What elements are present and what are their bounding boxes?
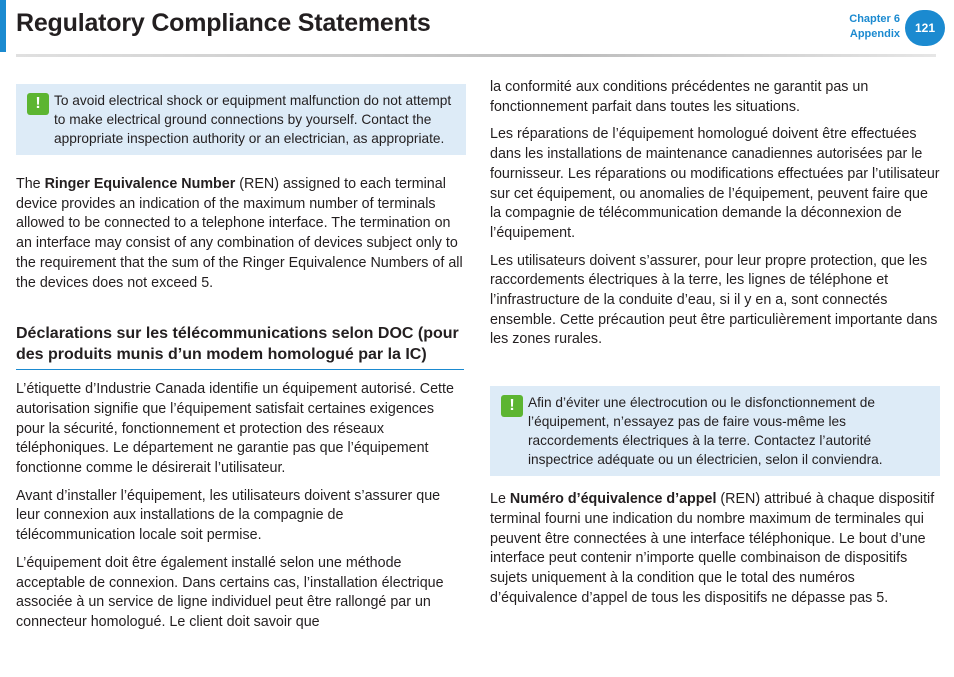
paragraph: L’équipement doit être également installé selon une méthode acceptable de connexion. Dans certains cas, l’installation électrique associée à un service de ligne individuel peut être rallongé par un connecteur homologué. Le client doit savoir que bbox=[16, 554, 444, 630]
chapter-name: Appendix bbox=[849, 28, 900, 40]
paragraph: Avant d’installer l’équipement, les utilisateurs doivent s’assurer que leur connexion aux installations de la compagnie de télécommunication locale soit permise. bbox=[16, 487, 441, 544]
caution-note bbox=[16, 84, 466, 155]
ren-term: Numéro d’équivalence d’appel bbox=[509, 491, 717, 508]
paragraph: la conformité aux conditions précédentes ne garantit pas un fonctionnement parfait dans toutes les situations. bbox=[490, 79, 869, 115]
paragraph: Les utilisateurs doivent s’assurer, pour leur propre protection, que les raccordements électriques à la terre, les lignes de téléphone et l’infrastructure de la conduite d’eau, si il y en a, sont connectés ensemble. Cette précaution peut être particulièrement importante dans les zones rurales. bbox=[490, 252, 938, 348]
right-column bbox=[490, 78, 940, 616]
page-title: Regulatory Compliance Statements bbox=[16, 9, 431, 37]
left-column bbox=[16, 84, 466, 641]
paragraph: Les réparations de l’équipement homologué doivent être effectuées dans les installations de maintenance canadiennes autorisées par le fournisseur. Les réparations ou modifications effectuées par l’utilisateur sur cet équipement, ou anomalies de l’équipement, peuvent faire que la compagnie de télécommunication demande la déconnexion de l’équipement. bbox=[490, 126, 940, 241]
header-divider bbox=[16, 54, 936, 57]
caution-note bbox=[490, 386, 940, 476]
caution-icon: ! bbox=[27, 93, 49, 115]
caution-note-text: Afin d’éviter une électrocution ou le disfonctionnement de l’équipement, n’essayez pas de faire vous-même les raccordements électriques à la terre. Contactez l’autorité inspectrice adéquate ou un électricien, selon il conviendra. bbox=[528, 395, 883, 468]
ren-text-after: (REN) attribué à chaque dispositif terminal fourni une indication du nombre maximum de terminales qui peuvent être connectées à une interface téléphonique. Le bout d’une interface peut contenir n’importe quelle combinaison de dispositifs sujets uniquement à la condition que le total des numéros d’équivalence d’appel de tous les dispositifs ne dépasse pas 5. bbox=[490, 491, 935, 606]
page-number-badge: 121 bbox=[905, 10, 945, 46]
caution-note-text: To avoid electrical shock or equipment malfunction do not attempt to make electrical ground connections by yourself. Contact the appropriate inspection authority or an electrician, as appropriate. bbox=[54, 93, 452, 146]
paragraph: L’étiquette d’Industrie Canada identifie un équipement autorisé. Cette autorisation signifie que l’équipement satisfait certaines exigences pour la sécurité, fonctionnement et protection des réseaux téléphoniques. Le département ne garantie pas que l’équipement fonctionne comme le désirerait l’utilisateur. bbox=[16, 381, 454, 477]
chapter-number: Chapter 6 bbox=[849, 13, 900, 25]
ren-paragraph bbox=[490, 490, 940, 608]
header-accent-bar bbox=[0, 0, 6, 52]
caution-icon: ! bbox=[501, 395, 523, 417]
ren-term: Ringer Equivalence Number bbox=[44, 176, 236, 192]
ren-text-before: Le bbox=[490, 491, 510, 508]
section-heading: Déclarations sur les télécommunications selon DOC (pour des produits munis d’un modem homologué par la IC) bbox=[16, 323, 464, 370]
chapter-label bbox=[849, 12, 900, 42]
ren-text-before: The bbox=[16, 176, 45, 192]
ren-paragraph bbox=[16, 175, 466, 293]
ren-text-after: (REN) assigned to each terminal device provides an indication of the maximum number of terminals allowed to be connected to a telephone interface. The termination on an interface may consist of any combination of devices subject only to the requirement that the sum of the Ringer Equivalence Numbers of all the devices does not exceed 5. bbox=[16, 176, 463, 291]
